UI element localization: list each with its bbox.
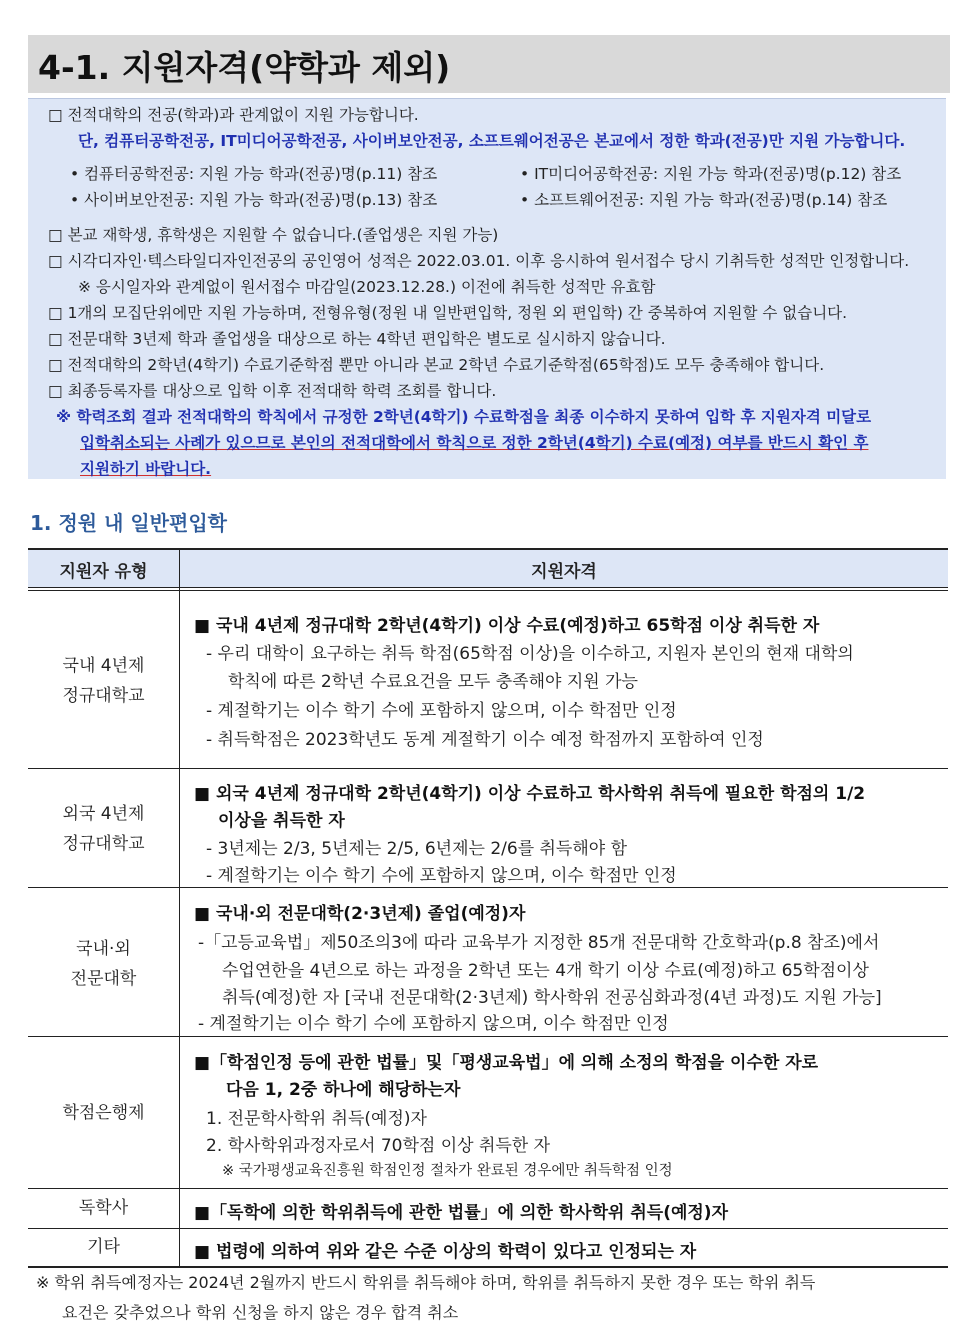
header-type: 지원자 유형	[59, 562, 148, 582]
type-cell	[28, 1098, 179, 1128]
qualification-note: ※ 국가평생교육진흥원 학점인정 절차가 완료된 경우에만 취득학점 인정	[222, 1163, 673, 1179]
type-text: 외국 4년제	[62, 804, 145, 824]
table-border	[28, 1188, 948, 1189]
table-border	[28, 548, 948, 550]
qualification-main: ■ 법령에 의하여 위와 같은 수준 이상의 학력이 있다고 인정되는 자	[194, 1242, 697, 1262]
type-cell	[28, 934, 179, 994]
footnote: 요건은 갖추었으나 학위 신청을 하지 않은 경우 합격 취소	[62, 1303, 459, 1322]
qualification-main: ■「학점인정 등에 관한 법률」및「평생교육법」에 의해 소정의 학점을 이수한 자로	[194, 1053, 819, 1073]
type-text: 정규대학교	[62, 686, 145, 706]
qualification-detail: 1. 전문학사학위 취득(예정)자	[206, 1109, 427, 1129]
qualification-main: ■「독학에 의한 학위취득에 관한 법률」에 의한 학사학위 취득(예정)자	[194, 1203, 729, 1223]
notice-line: □ 전문대학 3년제 학과 졸업생을 대상으로 하는 4학년 편입학은 별도로 실시하지 않습니다.	[48, 330, 666, 348]
qualification-detail: - 우리 대학이 요구하는 취득 학점(65학점 이상)을 이수하고, 지원자 본인의 현재 대학의	[206, 644, 854, 664]
qualification-detail: 학칙에 따른 2학년 수료요건을 모두 충족해야 지원 가능	[228, 672, 638, 692]
notice-emphasis: 단, 컴퓨터공학전공, IT미디어공학전공, 사이버보안전공, 소프트웨어전공은 본교에서 정한 학과(전공)만 지원 가능합니다.	[78, 132, 906, 150]
page-title-bar	[28, 35, 950, 93]
page-title: 4-1. 지원자격(약학과 제외)	[38, 48, 451, 87]
notice-warning: ※ 학력조회 결과 전적대학의 학칙에서 규정한 2학년(4학기) 수료학점을 최종 이수하지 못하여 입학 후 지원자격 미달로	[56, 408, 872, 426]
type-text: 학점은행제	[62, 1103, 145, 1123]
notice-bullet: • 컴퓨터공학전공: 지원 가능 학과(전공)명(p.11) 참조	[70, 165, 438, 183]
type-text: 국내·외	[76, 939, 131, 959]
notice-bullet: • IT미디어공학전공: 지원 가능 학과(전공)명(p.12) 참조	[520, 165, 902, 183]
table-border	[28, 887, 948, 888]
notice-line: □ 전적대학의 2학년(4학기) 수료기준학점 뿐만 아니라 본교 2학년 수료기준학점(65학점)도 모두 충족해야 합니다.	[48, 356, 825, 374]
type-cell	[28, 799, 179, 859]
qualification-detail: - 계절학기는 이수 학기 수에 포함하지 않으며, 이수 학점만 인정	[206, 866, 677, 886]
table-border	[28, 1228, 948, 1229]
notice-line: □ 1개의 모집단위에만 지원 가능하며, 전형유형(정원 내 일반편입학, 정원 외 편입학) 간 중복하여 지원할 수 없습니다.	[48, 304, 848, 322]
notice-note: ※ 응시일자와 관계없이 원서접수 마감일(2023.12.28.) 이전에 취득한 성적만 유효함	[78, 278, 656, 296]
header-qualification: 지원자격	[531, 562, 597, 582]
type-text: 국내 4년제	[62, 656, 145, 676]
table-border	[28, 1036, 948, 1037]
type-cell	[28, 1232, 179, 1262]
footnote: ※ 학위 취득예정자는 2024년 2월까지 반드시 학위를 취득해야 하며, 학위를 취득하지 못한 경우 또는 학위 취득	[36, 1273, 816, 1292]
qualification-main: 이상을 취득한 자	[218, 811, 345, 831]
type-text: 기타	[87, 1237, 120, 1257]
qualification-detail: - 계절학기는 이수 학기 수에 포함하지 않으며, 이수 학점만 인정	[198, 1014, 669, 1034]
qualification-detail: 수업연한을 4년으로 하는 과정을 2학년 또는 4개 학기 이상 수료(예정)하고 65학점이상	[222, 961, 869, 981]
table-divider	[179, 548, 180, 1268]
type-text: 독학사	[78, 1198, 129, 1218]
qualification-detail: 2. 학사학위과정자로서 70학점 이상 취득한 자	[206, 1136, 551, 1156]
notice-bullet: • 소프트웨어전공: 지원 가능 학과(전공)명(p.14) 참조	[520, 191, 888, 209]
table-border	[28, 587, 948, 588]
qualification-detail: - 3년제는 2/3, 5년제는 2/5, 6년제는 2/6를 취득해야 함	[206, 839, 628, 859]
qualification-main: 다음 1, 2중 하나에 해당하는자	[226, 1080, 461, 1100]
qualification-detail: -「고등교육법」제50조의3에 따라 교육부가 지정한 85개 전문대학 간호학과(p.8 참조)에서	[198, 933, 880, 953]
type-cell	[28, 1193, 179, 1223]
notice-line: □ 최종등록자를 대상으로 입학 이후 전적대학 학력 조회를 합니다.	[48, 382, 497, 400]
table-border	[28, 1266, 948, 1268]
section-title: 1. 정원 내 일반편입학	[30, 511, 227, 535]
notice-line: □ 시각디자인·텍스타일디자인전공의 공인영어 성적은 2022.03.01. 이후 응시하여 원서접수 당시 기취득한 성적만 인정합니다.	[48, 252, 910, 270]
notice-line: □ 전적대학의 전공(학과)과 관계없이 지원 가능합니다.	[48, 106, 419, 124]
notice-bullet: • 사이버보안전공: 지원 가능 학과(전공)명(p.13) 참조	[70, 191, 438, 209]
qualification-detail: 취득(예정)한 자 [국내 전문대학(2·3년제) 학사학위 전공심화과정(4년 과정)도 지원 가능]	[222, 988, 882, 1008]
table-border	[28, 590, 948, 591]
qualification-main: ■ 국내 4년제 정규대학 2학년(4학기) 이상 수료(예정)하고 65학점 이상 취득한 자	[194, 616, 820, 636]
qualification-detail: - 취득학점은 2023학년도 동계 계절학기 이수 예정 학점까지 포함하여 인정	[206, 730, 764, 750]
table-border	[28, 768, 948, 769]
type-text: 정규대학교	[62, 834, 145, 854]
type-cell	[28, 651, 179, 711]
qualification-main: ■ 국내·외 전문대학(2·3년제) 졸업(예정)자	[194, 904, 526, 924]
notice-box	[28, 98, 946, 479]
qualification-detail: - 계절학기는 이수 학기 수에 포함하지 않으며, 이수 학점만 인정	[206, 701, 677, 721]
notice-line: □ 본교 재학생, 휴학생은 지원할 수 없습니다.(졸업생은 지원 가능)	[48, 226, 499, 244]
notice-warning: 입학취소되는 사례가 있으므로 본인의 전적대학에서 학칙으로 정한 2학년(4학기) 수료(예정) 여부를 반드시 확인 후	[80, 434, 869, 452]
type-text: 전문대학	[70, 969, 137, 989]
notice-warning: 지원하기 바랍니다.	[80, 460, 212, 478]
qualification-main: ■ 외국 4년제 정규대학 2학년(4학기) 이상 수료하고 학사학위 취득에 필요한 학점의 1/2	[194, 784, 866, 804]
